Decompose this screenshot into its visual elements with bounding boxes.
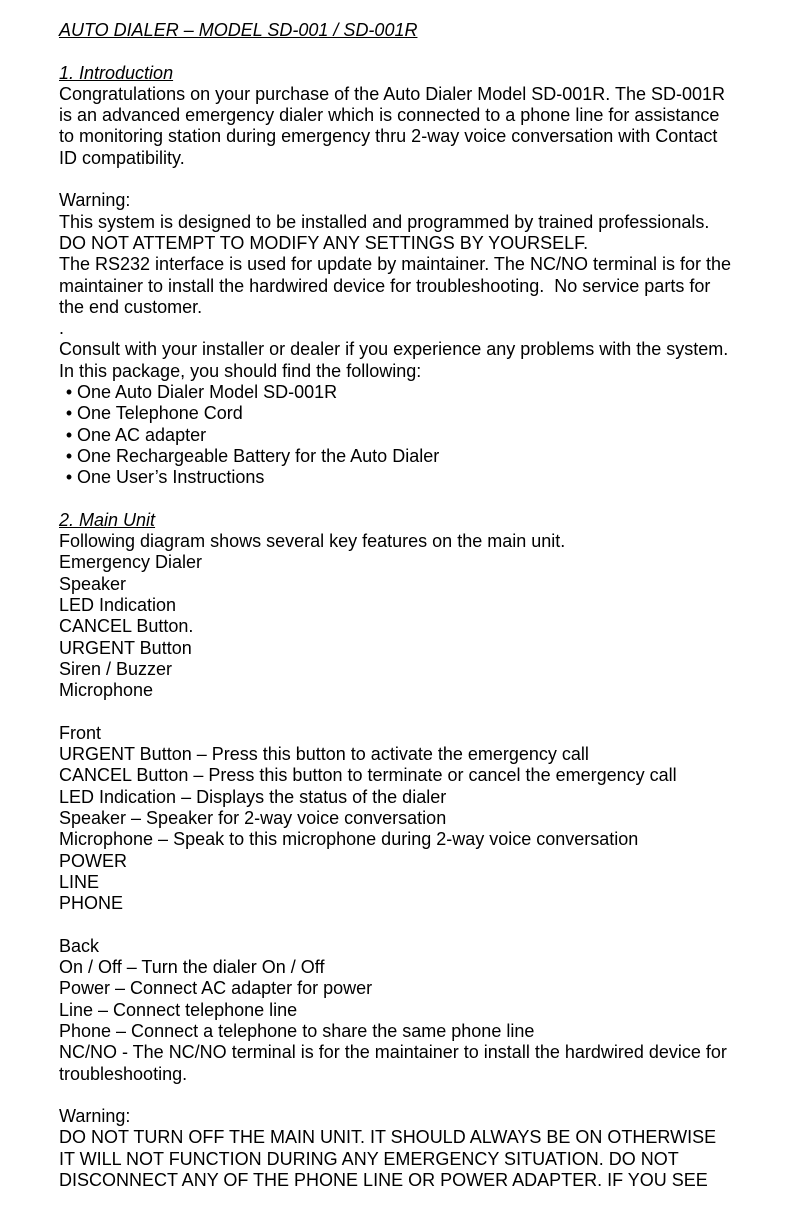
front-label: Front — [59, 722, 102, 743]
bullet-icon: • — [65, 467, 73, 488]
list-item-text: One Auto Dialer Model SD-001R — [77, 382, 338, 403]
spacer — [59, 41, 799, 62]
back-item: NC/NO - The NC/NO terminal is for the maintainer to install the hardwired device for — [59, 1042, 727, 1063]
package-contents-list — [59, 382, 799, 488]
list-item — [59, 446, 799, 467]
front-item: LINE — [59, 871, 100, 892]
back-item: Power – Connect AC adapter for power — [59, 978, 373, 999]
list-item-text: One Rechargeable Battery for the Auto Dialer — [77, 445, 440, 466]
feature-item: Siren / Buzzer — [59, 658, 173, 679]
back-item: troubleshooting. — [59, 1063, 188, 1084]
list-item — [59, 425, 799, 446]
front-item: POWER — [59, 850, 128, 871]
stray-dot: . — [59, 318, 65, 339]
spacer — [59, 489, 799, 510]
warning-label: Warning: — [59, 190, 131, 211]
back-item: Line – Connect telephone line — [59, 999, 298, 1020]
paragraph-line: DO NOT TURN OFF THE MAIN UNIT. IT SHOULD ALWAYS BE ON OTHERWISE — [59, 1127, 717, 1148]
feature-item: CANCEL Button. — [59, 616, 194, 637]
list-item-text: One Telephone Cord — [77, 403, 243, 424]
front-item: LED Indication – Displays the status of the dialer — [59, 786, 447, 807]
paragraph-line: IT WILL NOT FUNCTION DURING ANY EMERGENCY SITUATION. DO NOT — [59, 1148, 679, 1169]
list-item-text: One User’s Instructions — [77, 467, 265, 488]
paragraph-line: DO NOT ATTEMPT TO MODIFY ANY SETTINGS BY YOURSELF. — [59, 232, 589, 253]
bullet-icon: • — [65, 424, 73, 445]
paragraph-line: This system is designed to be installed and programmed by trained professionals. — [59, 211, 710, 232]
paragraph-line: The RS232 interface is used for update by maintainer. The NC/NO terminal is for the — [59, 254, 731, 275]
spacer — [59, 1085, 799, 1106]
feature-item: Emergency Dialer — [59, 552, 203, 573]
front-item: Microphone – Speak to this microphone during 2-way voice conversation — [59, 829, 639, 850]
spacer — [59, 914, 799, 935]
section-heading-introduction: 1. Introduction — [59, 62, 174, 83]
bullet-icon: • — [65, 445, 73, 466]
feature-item: URGENT Button — [59, 637, 192, 658]
bullet-icon: • — [65, 382, 73, 403]
warning-label: Warning: — [59, 1106, 131, 1127]
section-heading-main-unit: 2. Main Unit — [59, 509, 156, 530]
paragraph-line: In this package, you should find the following: — [59, 360, 422, 381]
paragraph-line: DISCONNECT ANY OF THE PHONE LINE OR POWER ADAPTER. IF YOU SEE — [59, 1170, 708, 1191]
list-item — [59, 467, 799, 488]
back-label: Back — [59, 935, 100, 956]
paragraph-line: to monitoring station during emergency thru 2-way voice conversation with Contact — [59, 126, 718, 147]
spacer — [59, 702, 799, 723]
front-item: CANCEL Button – Press this button to terminate or cancel the emergency call — [59, 765, 677, 786]
document-page — [59, 20, 799, 1191]
back-item: Phone – Connect a telephone to share the same phone line — [59, 1020, 535, 1041]
list-item-text: One AC adapter — [77, 424, 207, 445]
paragraph-line: Following diagram shows several key features on the main unit. — [59, 531, 566, 552]
bullet-icon: • — [65, 403, 73, 424]
spacer — [59, 169, 799, 190]
paragraph-line: Congratulations on your purchase of the Auto Dialer Model SD-001R. The SD-001R — [59, 83, 726, 104]
paragraph-line: Consult with your installer or dealer if you experience any problems with the system. — [59, 339, 729, 360]
list-item — [59, 403, 799, 424]
document-title: AUTO DIALER – MODEL SD-001 / SD-001R — [59, 20, 418, 40]
paragraph-line: maintainer to install the hardwired device for troubleshooting. No service parts for — [59, 275, 711, 296]
paragraph-line: the end customer. — [59, 296, 203, 317]
front-item: URGENT Button – Press this button to activate the emergency call — [59, 744, 589, 765]
list-item — [59, 382, 799, 403]
front-item: PHONE — [59, 893, 124, 914]
feature-item: Microphone — [59, 680, 154, 701]
back-item: On / Off – Turn the dialer On / Off — [59, 957, 325, 978]
feature-item: LED Indication — [59, 595, 177, 616]
paragraph-line: is an advanced emergency dialer which is connected to a phone line for assistance — [59, 105, 720, 126]
paragraph-line: ID compatibility. — [59, 147, 185, 168]
feature-item: Speaker — [59, 573, 127, 594]
front-item: Speaker – Speaker for 2-way voice conversation — [59, 807, 447, 828]
